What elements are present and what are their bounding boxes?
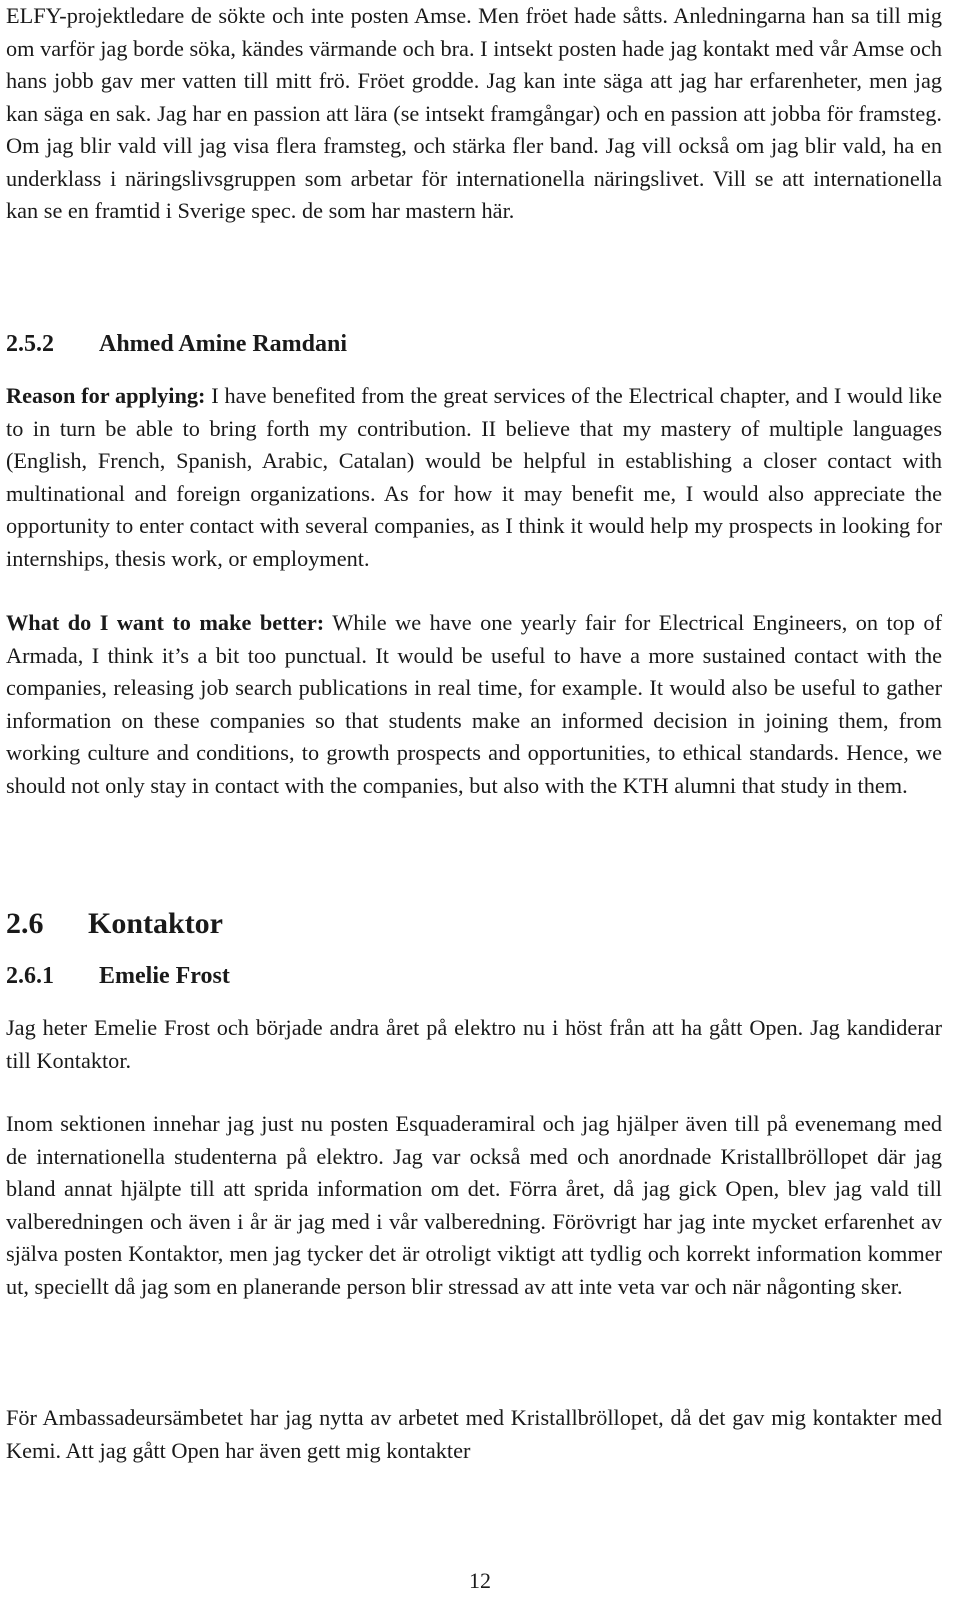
better-text: While we have one yearly fair for Electrical Engineers, on top of Armada, I think it’s a bit too punctual. It would be useful to have a more sustained contact with the companies, releasing job search publications in real time, for example. It would also be useful to gather information on these companies so that students make an informed decision in joining them, from working culture and conditions, to growth prospects and opportunities, to ethical standards. Hence, we should not only stay in contact with the companies, but also with the KTH alumni that study in them. xyxy=(6,610,942,798)
reason-label: Reason for applying: xyxy=(6,383,206,408)
reason-paragraph-block xyxy=(6,380,942,575)
section-heading-2-6 xyxy=(6,906,223,942)
section-heading-2-6-1 xyxy=(6,960,230,992)
section-number: 2.5.2 xyxy=(6,331,54,357)
reason-text: I have benefited from the great services of the Electrical chapter, and I would like to in turn be able to bring forth my contribution. II believe that my mastery of multiple languages (English, French, Spanish, Arabic, Catalan) would be helpful in establishing a closer contact with multinational and foreign organizations. As for how it may benefit me, I would also appreciate the opportunity to enter contact with several companies, as I think it would help my prospects in looking for internships, thesis work, or employment. xyxy=(6,383,942,571)
frost-paragraph-3-block xyxy=(6,1402,942,1467)
frost-paragraph-1-block xyxy=(6,1012,942,1077)
section-number: 2.6 xyxy=(6,907,44,940)
section-title: Emelie Frost xyxy=(99,963,230,989)
section-number: 2.6.1 xyxy=(6,963,54,989)
frost-paragraph-3: För Ambassadeursämbetet har jag nytta av arbetet med Kristallbröllopet, då det gav mig kontakter med Kemi. Att jag gått Open har även gett mig kontakter xyxy=(6,1405,942,1463)
frost-paragraph-1: Jag heter Emelie Frost och började andra året på elektro nu i höst från att ha gått Open. Jag kandiderar till Kontaktor. xyxy=(6,1015,942,1073)
section-title: Kontaktor xyxy=(88,907,223,940)
better-label: What do I want to make better: xyxy=(6,610,325,635)
better-paragraph-block xyxy=(6,607,942,802)
intro-paragraph: ELFY-projektledare de sökte och inte posten Amse. Men fröet hade såtts. Anledningarna han sa till mig om varför jag borde söka, kändes värmande och bra. I intsekt posten hade jag kontakt med vår Amse och hans jobb gav mer vatten till mitt frö. Fröet grodde. Jag kan inte säga att jag har erfarenheter, men jag kan säga en sak. Jag har en passion att lära (se intsekt framgångar) och en passion att jobba för framsteg. Om jag blir vald vill jag visa flera framsteg, och stärka fler band. Jag vill också om jag blir vald, ha en underklass i näringslivsgruppen som arbetar för internationella näringslivet. Vill se att internationella kan se en framtid i Sverige spec. de som har mastern här. xyxy=(6,3,942,223)
frost-paragraph-2: Inom sektionen innehar jag just nu posten Esquaderamiral och jag hjälper även till på evenemang med de internationella studenterna på elektro. Jag var också med och anordnade Kristallbröllopet där jag bland annat hjälpte till att sprida information om det. Förra året, då jag gick Open, blev jag vald till valberedningen och även i år är jag med i vår valberedning. Förövrigt har jag inte mycket erfarenhet av själva posten Kontaktor, men jag tycker det är otroligt viktigt att tydlig och korrekt information kommer ut, speciellt då jag som en planerande person blir stressad av att inte veta var och när någonting sker. xyxy=(6,1111,942,1299)
reason-paragraph xyxy=(6,380,942,575)
section-title: Ahmed Amine Ramdani xyxy=(99,331,348,357)
intro-paragraph-block xyxy=(6,0,942,228)
section-heading-2-5-2 xyxy=(6,328,347,360)
page-number: 12 xyxy=(469,1568,491,1593)
better-paragraph xyxy=(6,607,942,802)
frost-paragraph-2-block xyxy=(6,1108,942,1303)
